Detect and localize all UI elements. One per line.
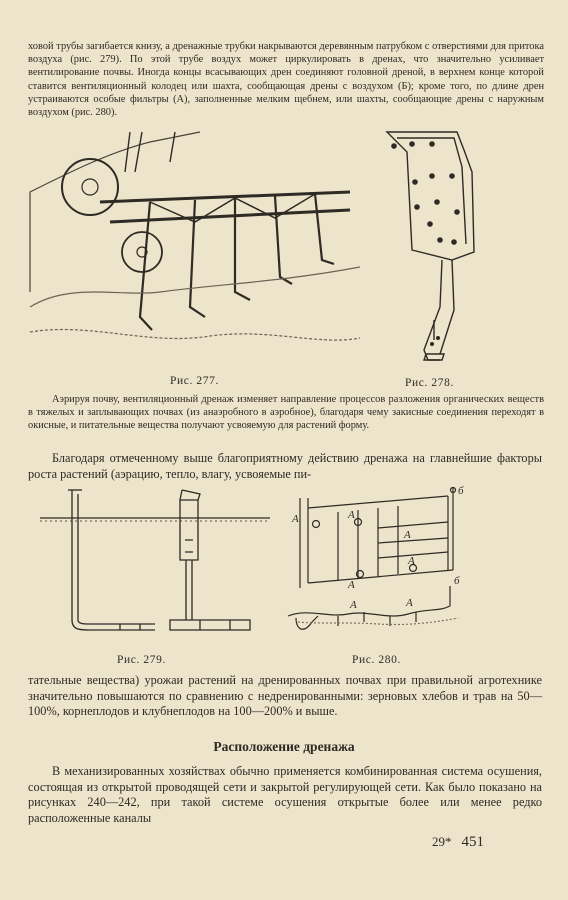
figure-277-drain-plough [30,132,360,372]
paragraph-3-text: В механизированных хозяйствах обычно применяется комбинированная система осушения, состоящая из открытой проводящей сети и закрытой регулирующей сети. Как было показано на рисунках 240—242, при такой системе осушения открытые более или менее редко расположенные каналы [28,764,542,825]
svg-text:A: A [348,509,355,521]
svg-text:A: A [348,579,355,591]
paragraph-1-text: Благодаря отмеченному выше благоприятному действию дренажа на главнейшие факторы роста растений (аэрацию, тепло, влагу, усвояемые пи- [28,451,542,481]
svg-text:A: A [292,513,299,525]
paragraph-1 [28,451,542,482]
svg-text:A: A [350,599,357,611]
figure-279-caption: Рис. 279. [117,654,166,666]
figure-278-plough-share [382,132,492,367]
figure-note [28,393,544,433]
figure-277-caption: Рис. 277. [170,375,219,387]
svg-text:A: A [406,597,413,609]
figure-note-text: Аэрируя почву, вентиляционный дренаж изменяет направление процессов разложения органических веществ в тяжелых и заплывающих почвах (из анаэробного в аэробное), благодаря чему закисные соединения переходят в окисные, и питательные вещества получают усвояемую для растений форму. [28,394,544,432]
svg-text:A: A [404,529,411,541]
figure-280-drainage-scheme [288,485,468,648]
paragraph-2-text: тательные вещества) урожаи растений на дренированных почвах при правильной агротехнике значительно повышаются по сравнению с недренированными: зерновых хлебов и трав на 50—100%, корнеплодов и клубнеплодов на 100—200% и выше. [28,673,542,719]
figure-280-caption: Рис. 280. [352,654,401,666]
section-heading: Расположение дренажа [213,739,355,754]
top-paragraph [28,40,544,119]
svg-text:A: A [408,555,415,567]
paragraph-3 [28,764,542,826]
svg-text:б: б [458,485,464,497]
svg-text:б: б [454,575,460,587]
figure-279-ventilation-pipes [40,490,280,640]
top-paragraph-text: ховой трубы загибается книзу, а дренажные трубки накрываются деревянным патрубком с отверстиями для притока воздуха (рис. 279). По этой трубе воздух может циркулировать в дренах, что значительно усиливает вентилирование почвы. Иногда концы всасывающих дрен соединяют головной дреной, в верхнем конце которой ставится вентиляционный колодец или шахта, сообщающая дрены с воздухом (Б); кроме того, по длине дрен устраиваются особые фильтры (А), заполненные мелким щебнем, или шахты, сообщающие дрены с наружным воздухом (рис. 280). [28,41,544,119]
figure-278-caption: Рис. 278. [405,377,454,389]
page-number [432,834,484,851]
page-number-value: 451 [461,834,484,850]
signature-mark: 29* [432,834,452,849]
paragraph-2 [28,673,542,720]
